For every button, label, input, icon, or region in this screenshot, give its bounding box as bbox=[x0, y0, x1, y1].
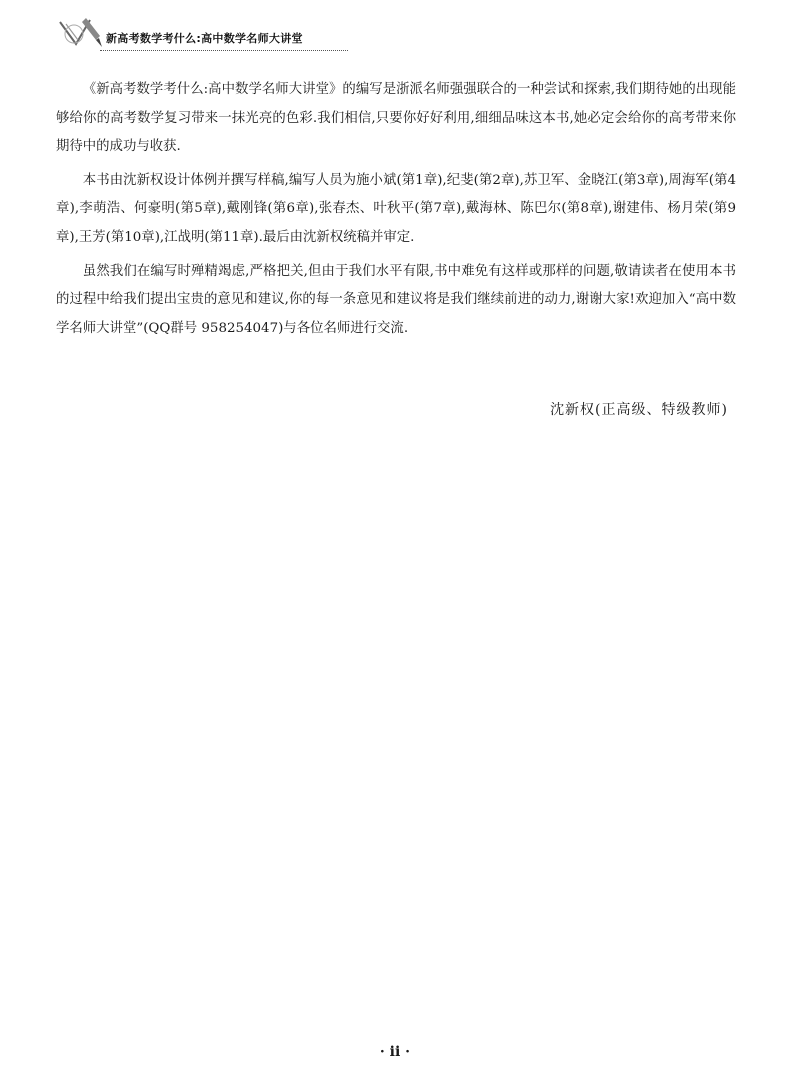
author-signature: 沈新权(正高级、特级教师) bbox=[550, 402, 728, 418]
paragraph-closing: 虽然我们在编写时殚精竭虑,严格把关,但由于我们水平有限,书中难免有这样或那样的问题,敬请读者在使用本书的过程中给我们提出宝贵的意见和建议,你的每一条意见和建议将是我们继续前进的动力,谢谢大家!欢迎加入“高中数学名师大讲堂”(QQ群号 958254047)与各位名师进行交流. bbox=[56, 263, 736, 336]
paragraph-intro: 《新高考数学考什么:高中数学名师大讲堂》的编写是浙派名师强强联合的一种尝试和探索,我们期待她的出现能够给你的高考数学复习带来一抹光亮的色彩.我们相信,只要你好好利用,细细品味这本书,她必定会给你的高考带来你期待中的成功与收获. bbox=[56, 82, 736, 155]
header-divider bbox=[100, 50, 348, 51]
header-title: 新高考数学考什么:高中数学名师大讲堂 bbox=[106, 32, 303, 45]
preface-body bbox=[56, 76, 736, 348]
running-header bbox=[56, 14, 348, 52]
paragraph-authors: 本书由沈新权设计体例并撰写样稿,编写人员为施小斌(第1章),纪斐(第2章),苏卫军、金晓江(第3章),周海军(第4章),李萌浩、何豪明(第5章),戴刚锋(第6章),张春杰、叶秋平(第7章),戴海林、陈巴尔(第8章),谢建伟、杨月荣(第9章),王芳(第10章),江战明(第11章).最后由沈新权统稿并审定. bbox=[56, 172, 736, 245]
page-number: · ii · bbox=[379, 1044, 411, 1060]
pen-logo-icon bbox=[56, 14, 110, 52]
